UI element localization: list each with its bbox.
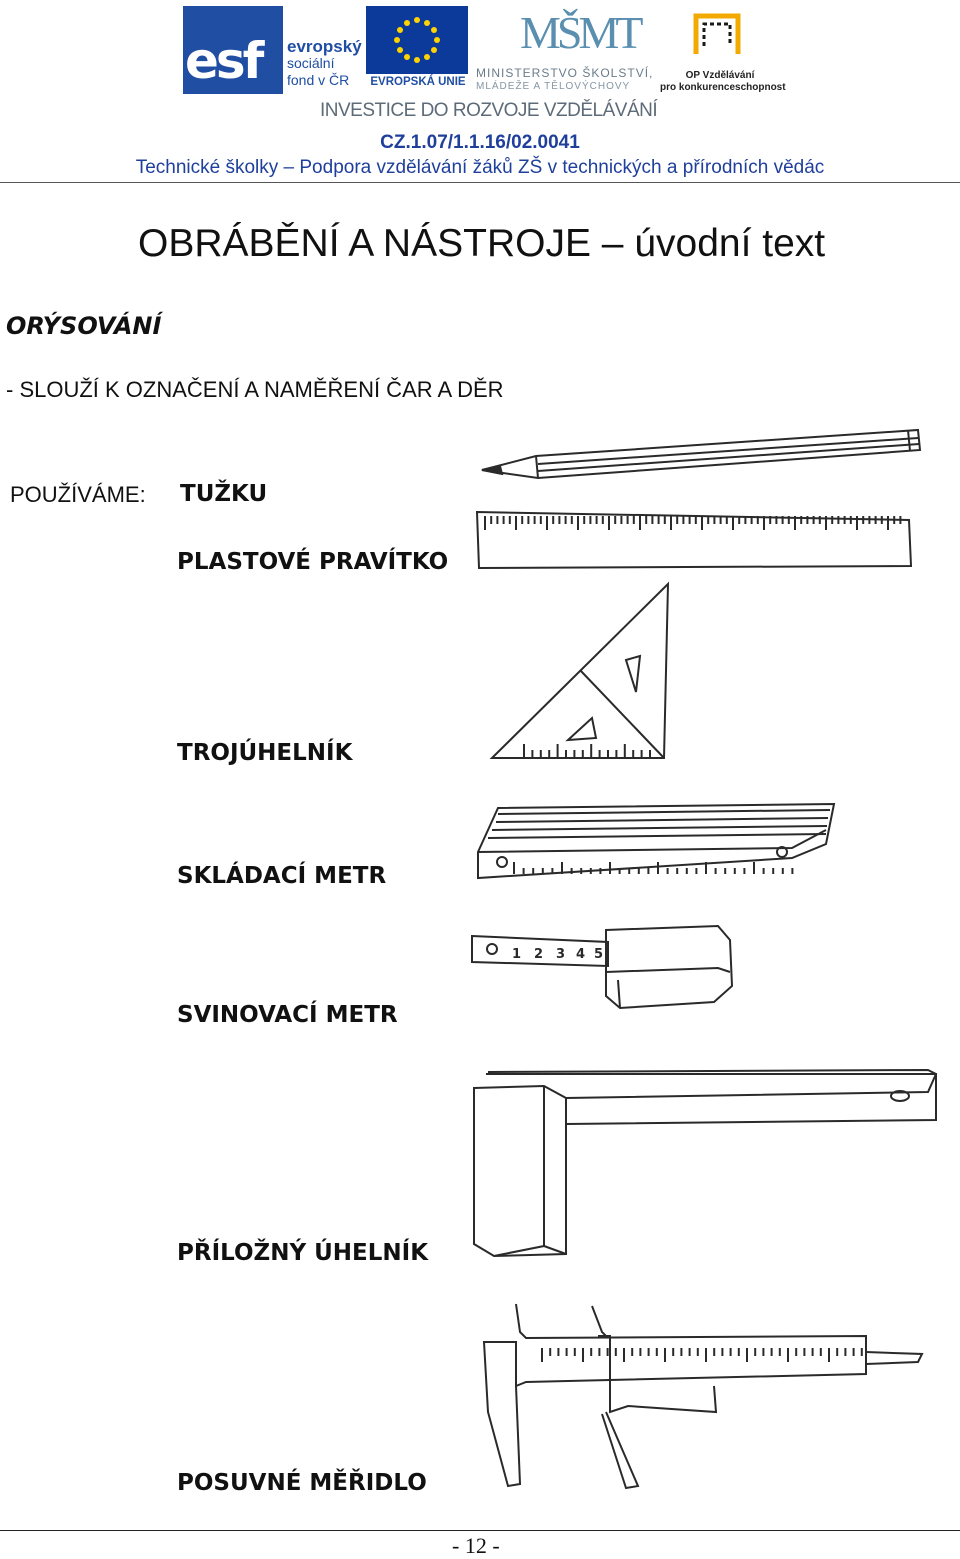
tool-label-caliper: POSUVNÉ MĚŘIDLO bbox=[177, 1470, 427, 1496]
tool-label-pencil: TUŽKU bbox=[180, 481, 268, 507]
page-number: - 12 - bbox=[452, 1533, 500, 1558]
msmt-line2: MLÁDEŽE A TĚLOVÝCHOVY bbox=[476, 81, 631, 92]
pencil-illustration bbox=[478, 424, 923, 484]
project-code: CZ.1.07/1.1.16/02.0041 bbox=[380, 132, 580, 153]
esf-logo bbox=[183, 6, 363, 96]
header-divider bbox=[0, 182, 960, 183]
try-square-illustration bbox=[470, 1068, 942, 1258]
caliper-illustration bbox=[482, 1302, 930, 1490]
esf-line1: evropský bbox=[287, 37, 362, 56]
uses-label: POUŽÍVÁME: bbox=[10, 482, 146, 507]
msmt-line1: MINISTERSTVO ŠKOLSTVÍ, bbox=[476, 66, 654, 80]
tape-mark-1: 1 bbox=[512, 947, 522, 962]
op-logo-icon bbox=[686, 6, 748, 62]
page-title: OBRÁBĚNÍ A NÁSTROJE – úvodní text bbox=[138, 222, 826, 265]
op-line1: OP Vzdělávání bbox=[685, 70, 755, 81]
tape-measure-illustration bbox=[468, 922, 738, 1018]
footer-divider bbox=[0, 1530, 960, 1531]
tool-label-ruler: PLASTOVÉ PRAVÍTKO bbox=[177, 549, 449, 575]
folding-rule-illustration bbox=[474, 800, 842, 882]
tape-mark-3: 3 bbox=[556, 947, 566, 962]
purpose-text: - SLOUŽÍ K OZNAČENÍ A NAMĚŘENÍ ČAR A DĚR bbox=[6, 377, 504, 402]
esf-line2: sociální bbox=[287, 55, 335, 71]
msmt-mark: MŠMT bbox=[520, 7, 640, 58]
section-heading: ORÝSOVÁNÍ bbox=[6, 312, 162, 340]
tape-mark-2: 2 bbox=[534, 947, 544, 962]
op-logo bbox=[660, 6, 786, 94]
esf-mark: esf bbox=[185, 32, 262, 90]
investice-slogan: INVESTICE DO ROZVOJE VZDĚLÁVÁNÍ bbox=[320, 100, 658, 121]
ruler-illustration bbox=[475, 510, 913, 570]
eu-logo bbox=[366, 6, 470, 94]
tool-label-try-square: PŘÍLOŽNÝ ÚHELNÍK bbox=[177, 1240, 429, 1266]
project-name: Technické školky – Podpora vzdělávání žáků ZŠ v technických a přírodních vědác bbox=[135, 157, 825, 178]
eu-label: EVROPSKÁ UNIE bbox=[370, 76, 466, 88]
op-line2: pro konkurenceschopnost bbox=[660, 82, 786, 93]
set-square-illustration bbox=[488, 580, 672, 762]
tape-mark-5: 5 bbox=[594, 947, 604, 962]
tool-label-set-square: TROJÚHELNÍK bbox=[177, 740, 353, 766]
tool-label-tape-measure: SVINOVACÍ METR bbox=[177, 1002, 398, 1028]
esf-line3: fond v ČR bbox=[287, 72, 350, 88]
tool-label-folding-rule: SKLÁDACÍ METR bbox=[177, 863, 387, 889]
eu-flag-icon bbox=[366, 6, 468, 74]
msmt-logo bbox=[476, 6, 656, 94]
tape-mark-4: 4 bbox=[576, 947, 586, 962]
